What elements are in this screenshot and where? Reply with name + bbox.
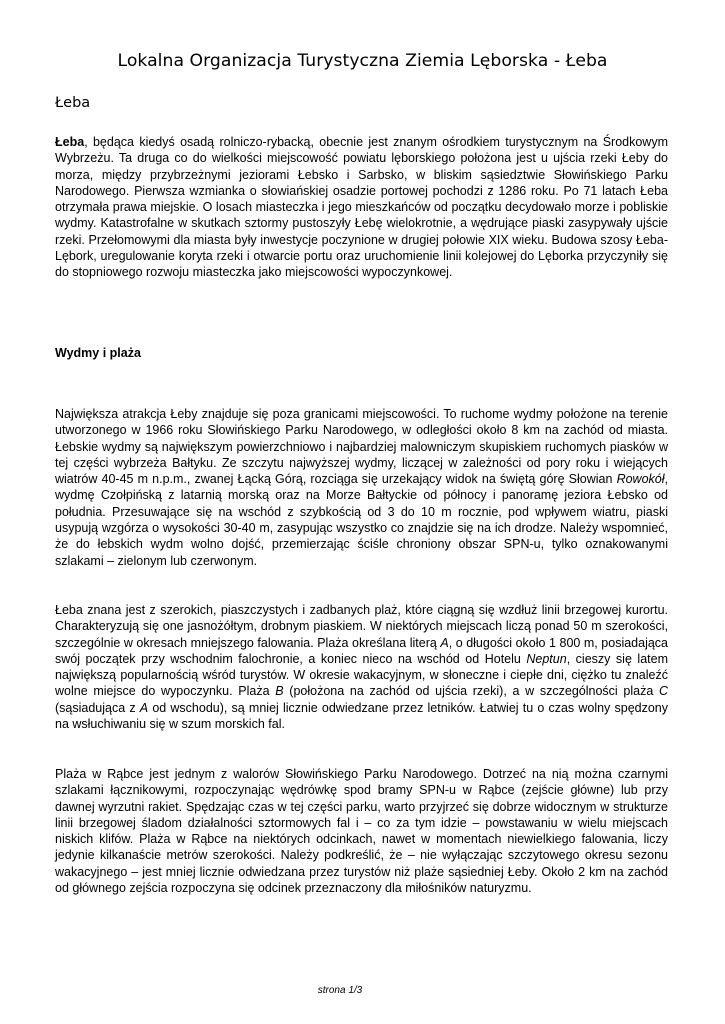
beach-a-label: A (440, 635, 449, 650)
dunes-text-1: Największa atrakcja Łeby znajduje się poza granicami miejscowości. To ruchome wydmy położone na terenie utworzonego w 1966 roku Słowińskiego Parku Narodowego, w odległości około 8 km na zachód od miasta. Łebskie wydmy są największym powierzchniowo i najbardziej malowniczym skupiskiem ruchomych piasków w tej części wybrzeża Bałtyku. Ze szczytu najwyższej wydmy, liczącej w zależności od pory roku i wiejących wiatrów 40-45 m n.p.m., zwanej Łącką Górą, rozciąga się urzekający widok na świętą górę Słowian (55, 407, 668, 487)
rabka-paragraph (55, 766, 668, 896)
intro-text: , będąca kiedyś osadą rolniczo-rybacką, obecnie jest znanym ośrodkiem turystycznym na Środkowym Wybrzeżu. Ta druga co do wielkości miejscowość powiatu lęborskiego położona jest u ujścia rzeki Łeby do morza, między przybrzeżnymi jeziorami Łebsko i Sarbsko, w bliskim sąsiedztwie Słowińskiego Parku Narodowego. Pierwsza wzmianka o słowiańskiej osadzie portowej pochodzi z 1286 roku. Po 71 latach Łeba otrzymała prawa miejskie. O losach miasteczka i jego mieszkańców od początku decydowało morze i pobliskie wydmy. Katastrofalne w skutkach sztormy pustoszyły Łebę wielokrotnie, a wędrujące piaski zasypywały ujście rzeki. Przełomowymi dla miasta były inwestycje poczynione w drugiej połowie XIX wieku. Budowa szosy Łeba-Lębork, uregulowanie koryta rzeki i otwarcie portu oraz uruchomienie linii kolejowej do Lęborka przyczyniły się do stopniowego rozwoju miasteczka jako miejscowości wypoczynkowej. (55, 135, 668, 280)
section-subheading: Wydmy i plaża (55, 346, 141, 360)
intro-lead-bold: Łeba (55, 135, 85, 149)
section-name: Łeba (55, 95, 91, 111)
beach-b-label: B (275, 684, 284, 699)
dunes-italic-rowokol: Rowokół (616, 472, 665, 487)
page-header-title: Lokalna Organizacja Turystyczna Ziemia Lęborska - Łeba (117, 51, 608, 71)
beaches-text-2: , o długości około 1 800 m, posiadająca swój początek przy wschodnim falochronie, a koniec nieco na wschód od Hotelu (55, 635, 669, 666)
dunes-paragraph (55, 406, 668, 569)
hotel-neptun-label: Neptun (526, 651, 567, 666)
beaches-text-5: (sąsiadująca z (55, 700, 140, 715)
beaches-paragraph (55, 602, 668, 732)
intro-paragraph (55, 134, 668, 281)
page-number-footer: strona 1/3 (317, 985, 363, 996)
beach-c-label: C (658, 684, 669, 699)
beaches-text-6: od wschodu), są mniej licznie odwiedzane przez letników. Łatwiej tu o czas wolny spędzony na wsłuchiwaniu się w szum morskich fal. (55, 700, 668, 732)
dunes-text-2: , wydmę Czołpińską z latarnią morską oraz na Morze Bałtyckie od północy i panoramę jeziora Łebsko od południa. Przesuwające się na wschód z szybkością od 3 do 10 m rocznie, pod wpływem wiatru, piaski usypują wzgórza o wysokości 30-40 m, zasypując wszystko co znajdzie się na ich drodze. Należy wspomnieć, że do łebskich wydm wolno dojść, przemierzając ściśle chroniony obszar SPN-u, tylko oznakowanymi szlakami – zielonym lub czerwonym. (55, 472, 668, 568)
beaches-text-1: Łeba znana jest z szerokich, piaszczystych i zadbanych plaż, które ciągną się wzdłuż linii brzegowej kurortu. Charakteryzują się one jasnożółtym, drobnym piaskiem. W niektórych miejscach liczą ponad 50 m szerokości, szczególnie w okresach mniejszego falowania. Plaża określana literą (55, 603, 668, 650)
beaches-text-3: , cieszy się latem największą popularnością wśród turystów. W okresie wakacyjnym, w słoneczne i ciepłe dni, ciężko tu znaleźć wolne miejsce do wypoczynku. Plaża (55, 651, 669, 699)
rabka-text: Plaża w Rąbce jest jednym z walorów Słowińskiego Parku Narodowego. Dotrzeć na nią można czarnymi szlakami łącznikowymi, rozpoczynając wędrówkę spod bramy SPN-u w Rąbce (zejście główne) lub przy dawnej wyrzutni rakiet. Spędzając czas w tej części parku, warto przyjrzeć się dobrze widocznym w strukturze linii brzegowej śladom działalności sztormowych fal i – co za tym idzie – powstawaniu w wielu miejscach niskich klifów. Plaża w Rąbce na niektórych odcinkach, nawet w momentach niewielkiego falowania, liczy jedynie kilkanaście metrów szerokości. Należy podkreślić, że – nie wyłączając szczytowego okresu sezonu wakacyjnego – jest mniej licznie odwiedzana przez turystów niż plaże sąsiedniej Łeby. Około 2 km na zachód od głównego zejścia rozpoczyna się odcinek przeznaczony dla miłośników naturyzmu. (55, 767, 668, 896)
beach-a-label-2: A (139, 700, 149, 715)
beaches-text-4: (położona na zachód od ujścia rzeki), a w szczególności plaża (283, 684, 659, 699)
